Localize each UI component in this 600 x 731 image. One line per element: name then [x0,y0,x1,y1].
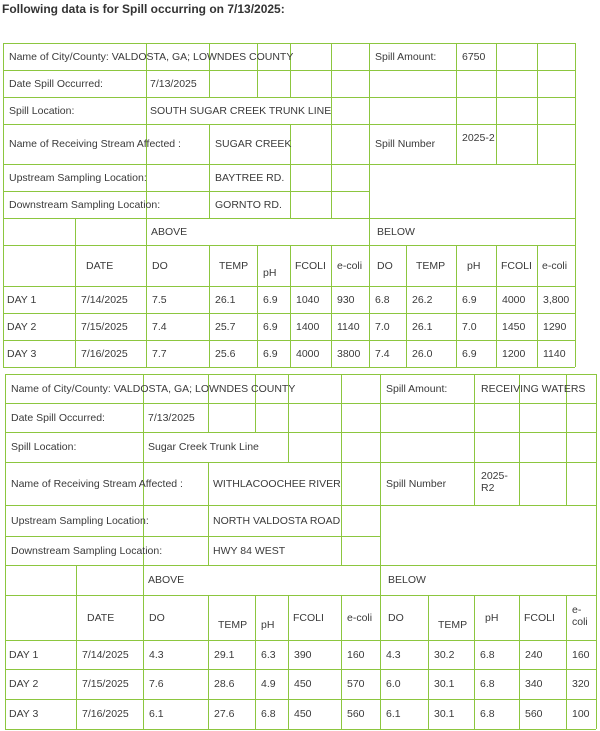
col-header-temp-below: TEMP [438,619,468,631]
table-cell: 6.3 [261,649,276,661]
upstream-value: NORTH VALDOSTA ROAD [213,515,341,527]
table-cell: 6.1 [386,708,401,720]
table-cell: 7.6 [149,678,164,690]
day-label: DAY 2 [7,321,37,333]
col-header-temp-above: TEMP [219,260,249,272]
table-cell: 7/14/2025 [81,294,128,306]
location-value: SOUTH SUGAR CREEK TRUNK LINE [150,105,332,117]
table-cell: 6.9 [263,294,278,306]
col-header-do-below: DO [388,612,404,624]
downstream-value: GORNTO RD. [215,199,282,211]
table-cell: 4000 [502,294,526,306]
table-cell: 27.6 [214,708,235,720]
day-label: DAY 3 [9,708,39,720]
spill-amount-label: Spill Amount: [386,383,448,395]
table-cell: 30.1 [434,678,455,690]
stream-label: Name of Receiving Stream Affected : [11,478,183,490]
table-cell: 930 [337,294,355,306]
table-cell: 7.4 [152,321,167,333]
col-header-fcoli-below: FCOLI [501,260,532,272]
below-label: BELOW [388,574,426,586]
table-cell: 160 [347,649,365,661]
table-cell: 6.9 [263,348,278,360]
above-label: ABOVE [148,574,185,586]
table-cell: 26.2 [412,294,433,306]
table-cell: 4.9 [261,678,276,690]
stream-value: WITHLACOOCHEE RIVER [213,478,341,490]
day-label: DAY 2 [9,678,39,690]
stream-value: SUGAR CREEK [215,138,292,150]
spill-number-value: 2025-R2 [481,470,508,494]
table-cell: 4.3 [386,649,401,661]
table-cell: 240 [525,649,543,661]
spill-amount-value: 6750 [462,51,486,63]
table-cell: 30.1 [434,708,455,720]
col-header-ph-above: pH [261,619,275,631]
upstream-value: BAYTREE RD. [215,172,285,184]
date-value: 7/13/2025 [148,412,195,424]
day-label: DAY 1 [7,294,37,306]
col-header-date: DATE [86,260,114,272]
col-header-temp-below: TEMP [416,260,446,272]
table-cell: 28.6 [214,678,235,690]
spill-amount-value: RECEIVING WATERS [481,383,586,395]
above-label: ABOVE [151,226,188,238]
table-cell: 4.3 [149,649,164,661]
location-value: Sugar Creek Trunk Line [148,441,259,453]
table-cell: 6.9 [263,321,278,333]
table-cell: 3,800 [543,294,570,306]
page-heading: Following data is for Spill occurring on 7/13/2025: [2,2,285,16]
table-cell: 1450 [502,321,526,333]
table-cell: 1040 [296,294,320,306]
table-cell: 7/14/2025 [82,649,129,661]
table-cell: 26.1 [412,321,433,333]
downstream-label: Downstream Sampling Location: [9,199,161,211]
table-cell: 29.1 [214,649,235,661]
table-cell: 6.9 [462,348,477,360]
table-cell: 7.7 [152,348,167,360]
table-cell: 390 [294,649,312,661]
table-cell: 100 [572,708,590,720]
spill-number-label: Spill Number [375,138,436,150]
table-cell: 30.2 [434,649,455,661]
table-cell: 560 [347,708,365,720]
col-header-ecoli-below: e-coli [542,260,568,272]
day-label: DAY 1 [9,649,39,661]
table-cell: 26.1 [215,294,236,306]
col-header-fcoli-above: FCOLI [293,612,324,624]
table-cell: 1140 [337,321,360,333]
stream-label: Name of Receiving Stream Affected : [9,138,181,150]
col-header-do-above: DO [152,260,168,272]
col-header-do-below: DO [377,260,393,272]
table-cell: 320 [572,678,590,690]
table-cell: 6.8 [480,649,495,661]
table-cell: 6.8 [480,708,495,720]
date-label: Date Spill Occurred: [11,412,105,424]
table-cell: 450 [294,708,312,720]
col-header-temp-above: TEMP [218,619,248,631]
table-cell: 6.8 [375,294,390,306]
col-header-ph-above: pH [263,267,277,279]
table-cell: 7/15/2025 [82,678,129,690]
table-cell: 1140 [543,348,566,360]
location-label: Spill Location: [9,105,75,117]
date-value: 7/13/2025 [150,78,197,90]
downstream-value: HWY 84 WEST [213,545,286,557]
spill-number-value: 2025-2 [462,132,495,144]
table-cell: 340 [525,678,543,690]
table-cell: 25.6 [215,348,236,360]
table-cell: 25.7 [215,321,236,333]
col-header-ecoli-above: e-coli [347,612,373,624]
table-cell: 3800 [337,348,361,360]
table-cell: 4000 [296,348,320,360]
col-header-ph-below: pH [467,260,481,272]
table-cell: 570 [347,678,365,690]
table-cell: 1290 [543,321,567,333]
table-cell: 160 [572,649,590,661]
table-cell: 7/16/2025 [82,708,129,720]
table-cell: 6.9 [462,294,477,306]
table-cell: 1400 [296,321,320,333]
below-label: BELOW [377,226,415,238]
downstream-label: Downstream Sampling Location: [11,545,163,557]
table-cell: 7.0 [375,321,390,333]
table-cell: 6.8 [480,678,495,690]
col-header-fcoli-above: FCOLI [295,260,326,272]
date-label: Date Spill Occurred: [9,78,103,90]
col-header-ecoli-below: e-coli [572,604,588,628]
table-cell: 7.5 [152,294,167,306]
table-cell: 450 [294,678,312,690]
table-cell: 6.8 [261,708,276,720]
table-cell: 1200 [502,348,526,360]
col-header-do-above: DO [149,612,165,624]
table-cell: 6.0 [386,678,401,690]
table-cell: 7/15/2025 [81,321,128,333]
spill-amount-label: Spill Amount: [375,51,437,63]
upstream-label: Upstream Sampling Location: [9,172,147,184]
col-header-ph-below: pH [485,612,499,624]
col-header-fcoli-below: FCOLI [524,612,555,624]
table-cell: 7/16/2025 [81,348,128,360]
upstream-label: Upstream Sampling Location: [11,515,149,527]
table-cell: 560 [525,708,543,720]
city-label: Name of City/County: VALDOSTA, GA; LOWNDES COUNTY [11,383,296,395]
col-header-date: DATE [87,612,115,624]
table-cell: 7.4 [375,348,390,360]
col-header-ecoli-above: e-coli [337,260,363,272]
table-cell: 7.0 [462,321,477,333]
table-cell: 26.0 [412,348,433,360]
city-label: Name of City/County: VALDOSTA, GA; LOWNDES COUNTY [9,51,294,63]
day-label: DAY 3 [7,348,37,360]
location-label: Spill Location: [11,441,77,453]
spill-number-label: Spill Number [386,478,447,490]
table-cell: 6.1 [149,708,164,720]
